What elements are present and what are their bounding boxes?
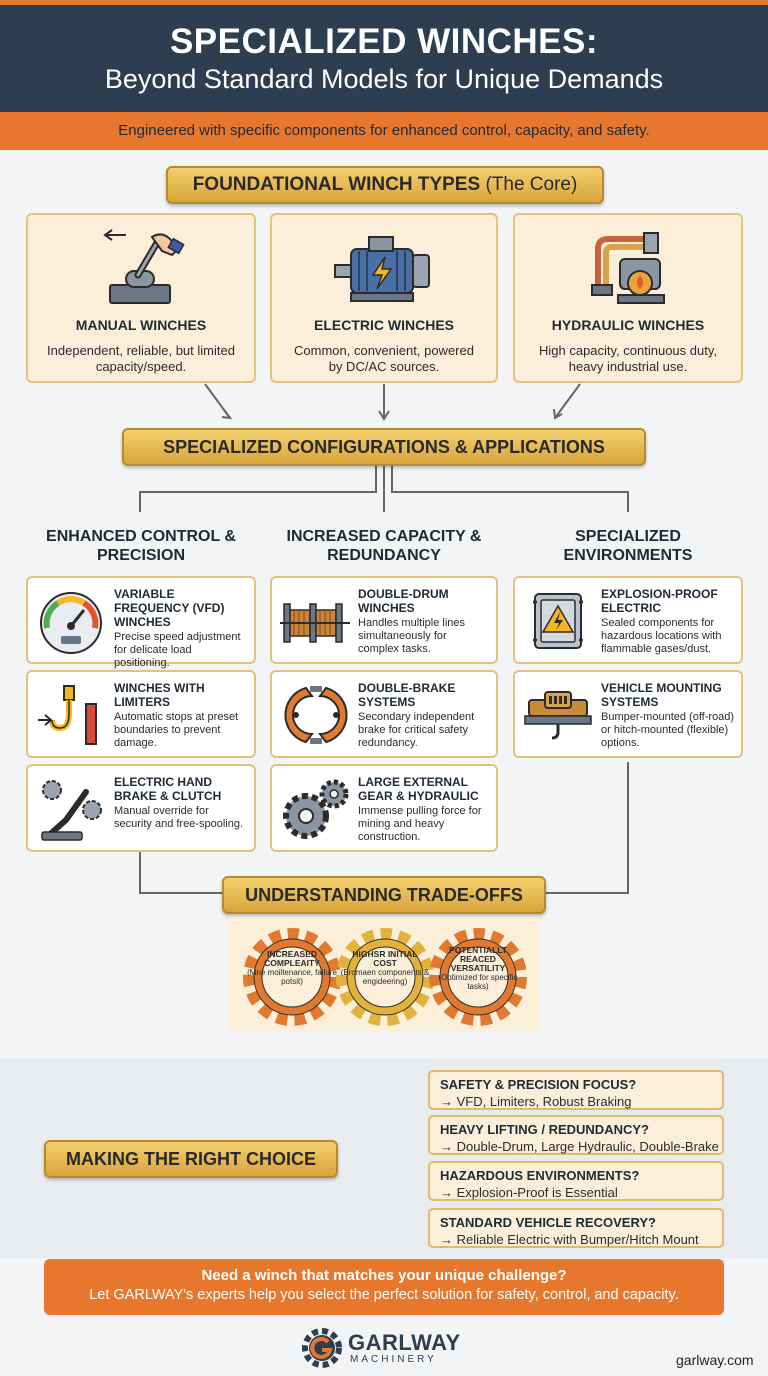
explosion-proof-box-icon	[523, 588, 593, 654]
card-double-drum	[270, 576, 498, 664]
page-subtitle: Beyond Standard Models for Unique Demands	[104, 64, 664, 94]
column-heading-capacity: INCREASED CAPACITY & REDUNDANCY	[286, 528, 482, 564]
double-drum-icon	[280, 588, 352, 654]
choice-question: HAZARDOUS ENVIRONMENTS?	[440, 1168, 640, 1183]
choice-hazardous	[428, 1161, 724, 1201]
card-title: EXPLOSION-PROOF ELECTRIC	[601, 587, 718, 615]
core-title: ELECTRIC WINCHES	[314, 317, 454, 333]
page-title: SPECIALIZED WINCHES:	[169, 22, 599, 61]
card-desc: Handles multiple lines simultaneously for complex tasks.	[358, 617, 465, 655]
choice-answer: → Reliable Electric with Bumper/Hitch Mount	[440, 1232, 699, 1247]
hook-limiter-icon	[36, 682, 106, 748]
electric-motor-icon	[329, 227, 439, 311]
choice-banner: MAKING THE RIGHT CHOICE	[44, 1140, 338, 1178]
column-heading-control: ENHANCED CONTROL & PRECISION	[46, 528, 236, 564]
cta-text: Let GARLWAY's experts help you select the perfect solution for safety, control, and capacity.	[89, 1287, 679, 1303]
core-title: MANUAL WINCHES	[75, 317, 207, 333]
card-desc: Secondary independent brake for critical safety redundancy.	[358, 711, 475, 749]
configurations-banner: SPECIALIZED CONFIGURATIONS & APPLICATIONS	[122, 428, 646, 466]
tradeoff-versatility: POTENTIALLT REACED VERSATILITY (Optimized for specific tasks)	[438, 945, 518, 991]
card-vfd	[26, 576, 256, 669]
logo-name: GARLWAY	[348, 1330, 461, 1355]
tradeoff-complexity: INCREASED COMPLEAITY (Mne moiltenance, failure potsit)	[247, 949, 337, 986]
gauge-icon	[36, 588, 106, 654]
core-card-electric	[270, 213, 498, 383]
tradeoffs-banner: UNDERSTANDING TRADE-OFFS	[222, 876, 546, 914]
logo-subtitle: MACHINERY	[350, 1354, 437, 1365]
card-vehicle-mounting	[513, 670, 743, 758]
garlway-logo-icon	[300, 1326, 344, 1370]
card-title: DOUBLE-DRUM WINCHES	[358, 587, 449, 615]
website-link[interactable]: garlway.com	[676, 1352, 754, 1368]
card-title: ELECTRIC HAND BRAKE & CLUTCH	[114, 775, 222, 803]
tagline: Engineered with specific components for enhanced control, capacity, and safety.	[118, 122, 650, 139]
card-desc: Automatic stops at preset boundaries to prevent damage.	[114, 711, 239, 749]
card-limiters	[26, 670, 256, 758]
hand-crank-icon	[96, 227, 186, 311]
card-hand-brake	[26, 764, 256, 852]
card-desc: Bumper-mounted (off-road) or hitch-mounted (flexible) options.	[601, 711, 735, 749]
hydraulic-pump-icon	[578, 227, 678, 311]
card-title: DOUBLE-BRAKE SYSTEMS	[358, 681, 456, 709]
brake-shoes-icon	[280, 682, 352, 748]
tradeoff-cost: HIGHSR INITIAL COST (Bromaen components & engideering)	[340, 949, 430, 986]
choice-question: STANDARD VEHICLE RECOVERY?	[440, 1215, 656, 1230]
choice-safety	[428, 1070, 724, 1110]
choice-heavy-lifting	[428, 1115, 724, 1155]
choice-vehicle-recovery	[428, 1208, 724, 1248]
card-title: VEHICLE MOUNTING SYSTEMS	[601, 681, 722, 709]
vehicle-bumper-icon	[523, 682, 593, 748]
core-title: HYDRAULIC WINCHES	[551, 317, 705, 333]
card-title: LARGE EXTERNAL GEAR & HYDRAULIC	[358, 775, 479, 803]
card-large-gear	[270, 764, 498, 852]
choice-question: HEAVY LIFTING / REDUNDANCY?	[440, 1122, 649, 1137]
card-desc: Immense pulling force for mining and heavy construction.	[358, 805, 482, 843]
choice-answer: → Double-Drum, Large Hydraulic, Double-Brake	[440, 1139, 719, 1154]
core-desc: Common, convenient, powered by DC/AC sources.	[294, 343, 474, 374]
core-card-hydraulic	[513, 213, 743, 383]
card-title: WINCHES WITH LIMITERS	[114, 681, 205, 709]
choice-answer: → Explosion-Proof is Essential	[440, 1185, 618, 1200]
card-title: VARIABLE FREQUENCY (VFD) WINCHES	[114, 587, 225, 629]
card-double-brake	[270, 670, 498, 758]
foundational-banner: FOUNDATIONAL WINCH TYPES (The Core)	[166, 166, 604, 204]
choice-answer: → VFD, Limiters, Robust Braking	[440, 1094, 632, 1109]
core-card-manual	[26, 213, 256, 383]
card-desc: Precise speed adjustment for delicate load positioning.	[114, 631, 241, 669]
card-desc: Manual override for security and free-spooling.	[114, 805, 244, 830]
core-desc: High capacity, continuous duty, heavy industrial use.	[538, 343, 717, 374]
column-heading-environments: SPECIALIZED ENVIRONMENTS	[563, 528, 693, 564]
choice-question: SAFETY & PRECISION FOCUS?	[440, 1077, 637, 1092]
card-desc: Sealed components for hazardous locations with flammable gases/dust.	[601, 617, 722, 655]
cta-question: Need a winch that matches your unique challenge?	[201, 1267, 567, 1284]
hand-brake-icon	[36, 776, 106, 842]
core-desc: Independent, reliable, but limited capacity/speed.	[47, 343, 235, 374]
gears-icon	[280, 776, 352, 842]
card-explosion-proof	[513, 576, 743, 664]
